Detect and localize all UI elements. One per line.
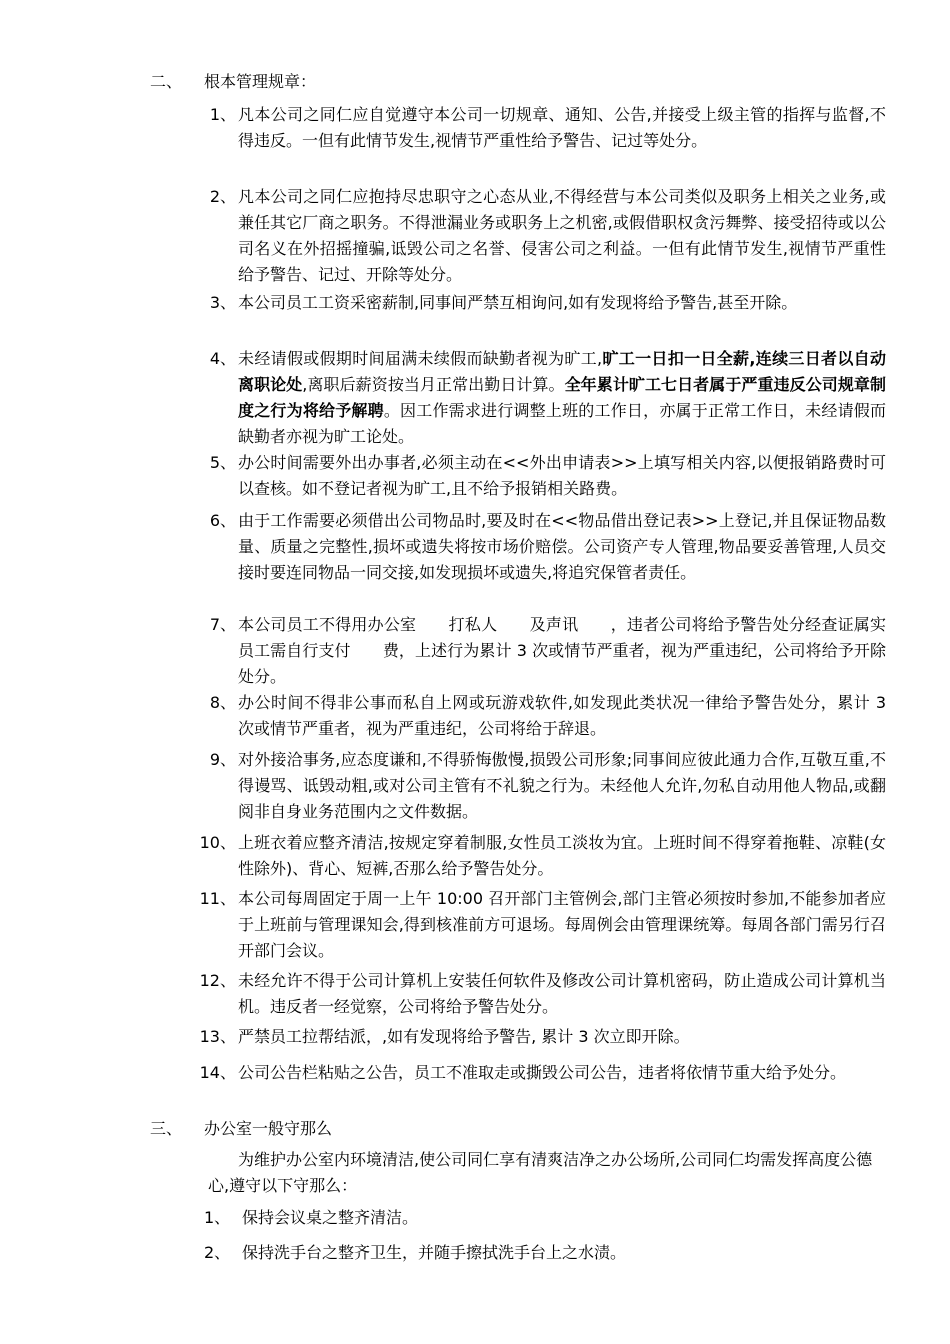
item-number: 13、 [199, 1027, 236, 1046]
item-bold-text: 全年累计旷工七日者属于严重违反公司规章制度之行为将给予解聘 [238, 375, 886, 420]
item-text: 办公时间需要外出办事者,必须主动在<<外出申请表>>上填写相关内容,以便报销路费时可以查核。如不登记者视为旷工,且不给予报销相关路费。 [238, 453, 886, 498]
item-number: 3、 [209, 293, 236, 312]
list-item [186, 690, 886, 742]
list-item [186, 184, 886, 288]
item-text: 严禁员工拉帮结派，,如有发现将给予警告, 累计 3 次立即开除。 [238, 1027, 690, 1046]
item-text-part: ,离职后薪资按当月正常出勤日计算。 [302, 375, 565, 394]
item-text-part: 未经请假或假期时间届满未续假而缺勤者视为旷工, [238, 349, 603, 368]
rule-text: 保持会议桌之整齐清洁。 [242, 1208, 419, 1227]
item-text: 对外接洽事务,应态度谦和,不得骄悔傲慢,损毁公司形象;同事间应彼此通力合作,互敬互重,不得谩骂、诋毁动粗,或对公司主管有不礼貌之行为。未经他人允许,勿私自动用他人物品,或翻阅非自身业务范围内之文件数据。 [238, 750, 886, 821]
rule-text: 保持洗手台之整齐卫生，并随手擦拭洗手台上之水渍。 [242, 1243, 627, 1262]
rule-item [204, 1205, 884, 1231]
item-text [238, 346, 886, 450]
list-item [186, 508, 886, 586]
list-item [186, 290, 886, 316]
section-2-title: 根本管理规章： [204, 72, 317, 91]
list-item [186, 830, 886, 882]
list-item [186, 346, 886, 450]
section-2-number: 二、 [150, 72, 183, 91]
list-item [186, 1060, 886, 1086]
rule-number: 1、 [204, 1208, 231, 1227]
item-text-part: 。因工作需求进行调整上班的工作日，亦属于正常工作日，未经请假而缺勤者亦视为旷工论处。 [238, 401, 886, 446]
item-bold-text: 旷工一日扣一日全薪,连续三日者以自动离职论处 [238, 349, 886, 394]
list-item [186, 968, 886, 1020]
list-item [186, 747, 886, 825]
list-item [186, 102, 886, 154]
rule-number: 2、 [204, 1243, 231, 1262]
item-number: 9、 [209, 750, 236, 769]
item-number: 6、 [209, 511, 236, 530]
item-number: 2、 [209, 187, 236, 206]
section-3-title: 办公室一般守那么 [204, 1119, 333, 1138]
list-item [186, 886, 886, 964]
list-item [186, 1024, 886, 1050]
item-text: 未经允许不得于公司计算机上安装任何软件及修改公司计算机密码，防止造成公司计算机当机。违反者一经觉察，公司将给予警告处分。 [238, 971, 886, 1016]
item-text: 凡本公司之同仁应抱持尽忠职守之心态从业,不得经营与本公司类似及职务上相关之业务,或兼任其它厂商之职务。不得泄漏业务或职务上之机密,或假借职权贪污舞弊、接受招待或以公司名义在外招摇撞骗,诋毁公司之名誉、侵害公司之利益。一但有此情节发生,视情节严重性给予警告、记过、开除等处分。 [238, 187, 886, 284]
section-3-heading [150, 1116, 332, 1142]
list-item [186, 612, 886, 690]
item-number: 5、 [209, 453, 236, 472]
rule-item [204, 1240, 884, 1266]
list-item [186, 450, 886, 502]
section-3-intro: 为维护办公室内环境清洁,使公司同仁享有清爽洁净之办公场所,公司同仁均需发挥高度公德心,遵守以下守那么： [208, 1150, 873, 1195]
item-text: 凡本公司之同仁应自觉遵守本公司一切规章、通知、公告,并接受上级主管的指挥与监督,不得违反。一但有此情节发生,视情节严重性给予警告、记过等处分。 [238, 105, 886, 150]
section-2-heading [150, 69, 316, 95]
section-3-number: 三、 [150, 1119, 183, 1138]
item-number: 1、 [209, 105, 236, 124]
item-number: 8、 [209, 693, 236, 712]
item-number: 7、 [209, 615, 236, 634]
item-number: 4、 [209, 349, 236, 368]
item-text: 由于工作需要必须借出公司物品时,要及时在<<物品借出登记表>>上登记,并且保证物品数量、质量之完整性,损坏或遗失将按市场价赔偿。公司资产专人管理,物品要妥善管理,人员交接时要连同物品一同交接,如发现损坏或遗失,将追究保管者责任。 [238, 511, 886, 582]
item-text: 本公司员工工资采密薪制,同事间严禁互相询问,如有发现将给予警告,甚至开除。 [238, 293, 798, 312]
item-text: 本公司员工不得用办公室 打私人 及声讯 ，违者公司将给予警告处分经查证属实员工需自行支付 费，上述行为累计 3 次或情节严重者，视为严重违纪，公司将给予开除处分。 [238, 615, 886, 686]
item-text: 办公时间不得非公事而私自上网或玩游戏软件,如发现此类状况一律给予警告处分，累计 3 次或情节严重者，视为严重违纪，公司将给于辞退。 [238, 693, 886, 738]
item-text: 本公司每周固定于周一上午 10:00 召开部门主管例会,部门主管必须按时参加,不能参加者应于上班前与管理课知会,得到核准前方可退场。每周例会由管理课统筹。每周各部门需另行召开部门会议。 [238, 889, 886, 960]
item-text: 公司公告栏粘贴之公告，员工不准取走或撕毁公司公告，违者将依情节重大给予处分。 [238, 1063, 847, 1082]
item-text: 上班衣着应整齐清洁,按规定穿着制服,女性员工淡妆为宜。上班时间不得穿着拖鞋、凉鞋(女性除外)、背心、短裤,否那么给予警告处分。 [238, 833, 886, 878]
item-number: 12、 [199, 971, 236, 990]
item-number: 11、 [199, 889, 236, 908]
item-number: 14、 [199, 1063, 236, 1082]
item-number: 10、 [199, 833, 236, 852]
